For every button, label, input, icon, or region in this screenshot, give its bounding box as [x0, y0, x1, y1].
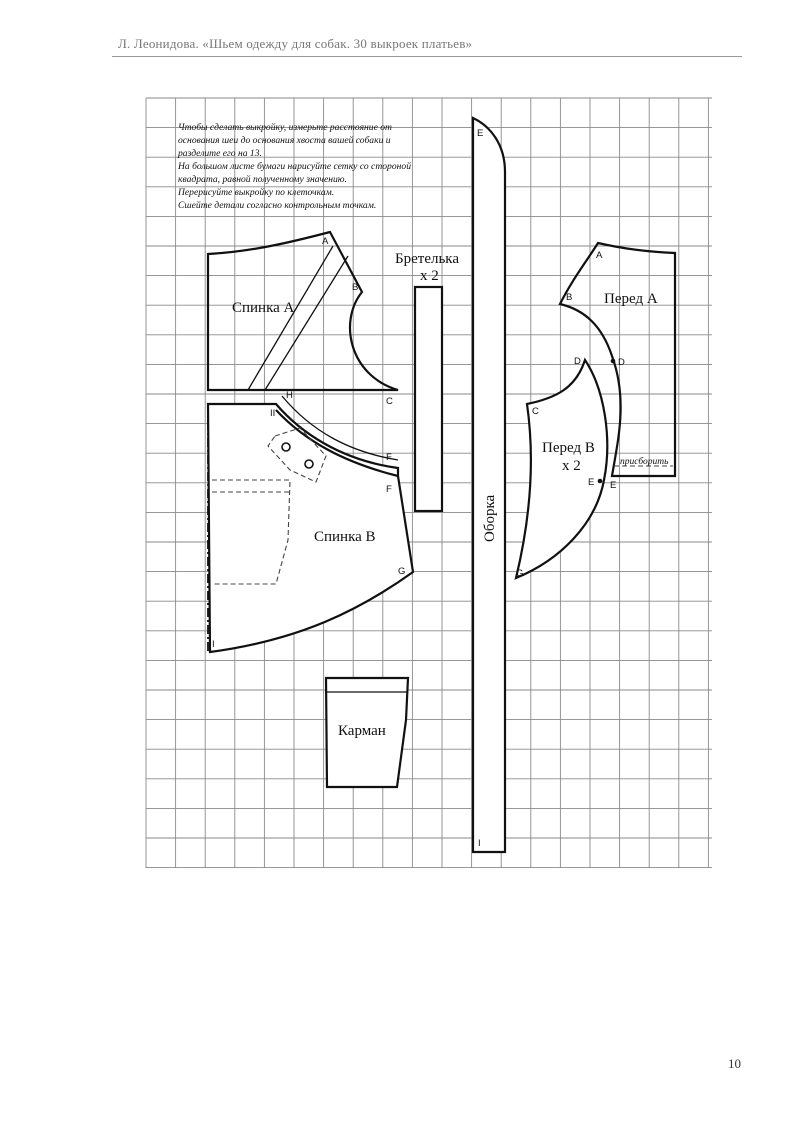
front-b-point-e: E — [588, 477, 595, 488]
back-b-label: Спинка В — [314, 529, 376, 545]
instruction-line-6: Перерисуйте выкройку по клеточкам. — [178, 187, 335, 198]
instruction-line-1: Чтобы сделать выкройку, измерьте расстояние от — [178, 122, 392, 133]
back-b-point-ii: II — [270, 408, 276, 419]
back-a-strap-line-2 — [265, 256, 348, 390]
instructions-block — [177, 122, 411, 211]
piece-back-b — [208, 390, 413, 652]
back-b-point-f-1: F — [386, 452, 392, 463]
instruction-line-5: квадрата, равной полученному значению. — [178, 174, 347, 185]
back-b-point-g: G — [398, 566, 406, 577]
front-a-point-e: E — [610, 480, 617, 491]
front-b-point-g: G — [516, 568, 524, 579]
front-a-gather-note: присборить — [620, 457, 669, 467]
front-b-point-d: D — [574, 356, 581, 367]
back-b-point-f-2: F — [386, 484, 392, 495]
ruffle-point-i: I — [478, 838, 481, 849]
strap-label: Бретелька — [395, 251, 460, 267]
running-header: Л. Леонидова. «Шьем одежду для собак. 30 выкроек платьев» — [118, 36, 473, 51]
front-a-label: Перед А — [604, 291, 658, 307]
back-a-label: Спинка А — [232, 300, 295, 316]
instruction-line-2: основания шеи до основания хвоста вашей собаки и — [178, 135, 391, 146]
back-b-outline — [208, 404, 413, 652]
button-mark-2 — [305, 460, 313, 468]
front-b-label: Перед В — [542, 440, 595, 456]
front-a-point-a: A — [596, 250, 603, 261]
back-a-point-b: B — [352, 282, 359, 293]
back-b-point-i: I — [212, 639, 215, 650]
ruffle-point-e: E — [477, 128, 484, 139]
back-a-point-a: A — [322, 236, 329, 247]
strap-quantity: x 2 — [420, 268, 439, 284]
ruffle-label: Оборка — [482, 494, 498, 542]
piece-back-a — [208, 232, 398, 407]
instruction-line-7: Сшейте детали согласно контрольным точкам. — [178, 200, 377, 211]
instruction-line-3: разделите его на 13. — [178, 148, 262, 159]
back-a-strap-line-1 — [248, 246, 333, 390]
front-b-quantity: x 2 — [562, 458, 581, 474]
pocket-label: Карман — [338, 723, 386, 739]
front-b-notch-e — [598, 479, 603, 484]
instruction-line-4: На большом листе бумаги нарисуйте сетку со стороной — [178, 161, 411, 172]
button-mark-1 — [282, 443, 290, 451]
back-b-point-h: H — [286, 390, 293, 401]
strap-outline — [415, 287, 442, 511]
piece-pocket — [326, 678, 408, 787]
back-a-point-c: C — [386, 396, 393, 407]
page-number: 10 — [728, 1056, 741, 1071]
piece-front-b — [516, 356, 607, 579]
piece-strap — [395, 251, 459, 511]
front-a-point-d: D — [618, 357, 625, 368]
front-a-point-b: B — [566, 292, 573, 303]
ruffle-outline — [473, 118, 505, 852]
front-b-point-c: C — [532, 406, 539, 417]
piece-ruffle — [473, 118, 505, 852]
front-a-notch-d — [611, 359, 616, 364]
